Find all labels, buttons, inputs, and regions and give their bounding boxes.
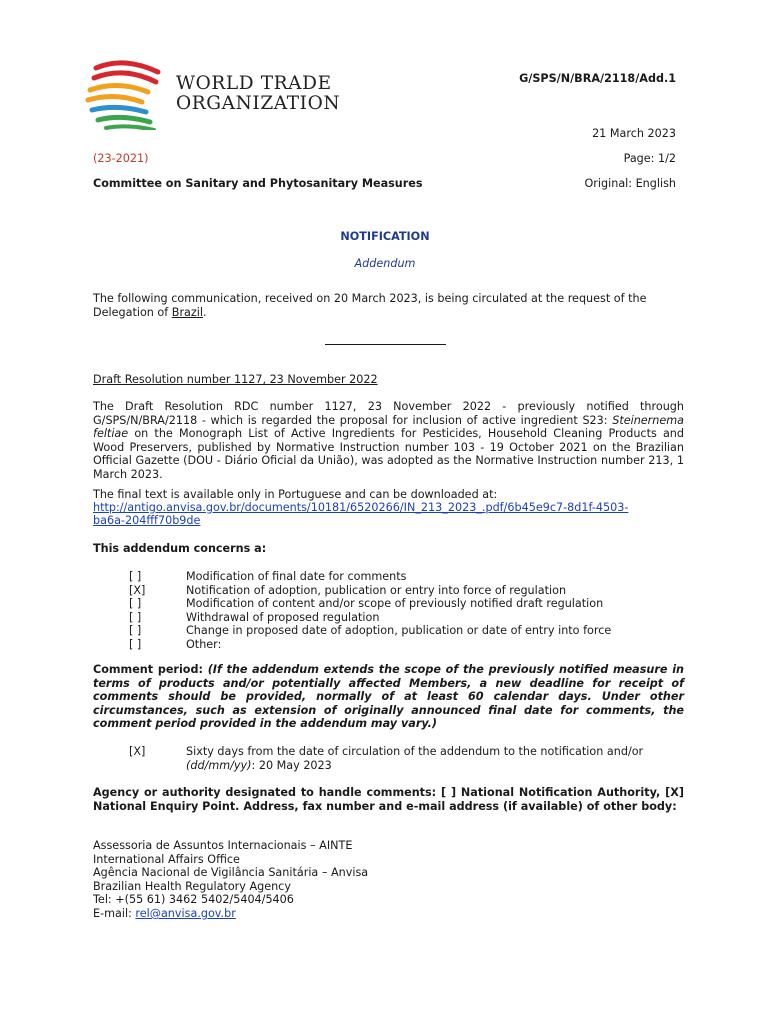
intro-paragraph xyxy=(93,292,677,319)
org-name-line1: WORLD TRADE xyxy=(176,73,332,94)
document-number: (23-2021) xyxy=(93,152,149,165)
concerns-heading: This addendum concerns a: xyxy=(93,542,267,555)
regulation-title: Draft Resolution number 1127, 23 November 2022 xyxy=(93,373,378,386)
comment-period xyxy=(93,663,684,731)
checkbox: [ ] xyxy=(129,597,142,610)
address-line: International Affairs Office xyxy=(93,852,240,866)
checkbox: [X] xyxy=(129,583,146,597)
description-text: The Draft Resolution RDC number 1127, 23 November 2022 - previously notified through G/SPS/N/BRA/2118 - which is regarded the proposal for inclusion of active ingredient S23: xyxy=(93,400,684,427)
document-date: 21 March 2023 xyxy=(592,127,676,140)
list-item-label: Modification of final date for comments xyxy=(186,570,407,583)
phone-line: Tel: +(55 61) 3462 5402/5404/5406 xyxy=(93,893,294,907)
notification-heading: NOTIFICATION xyxy=(340,230,430,243)
agency-heading: Agency or authority designated to handle comments: [ ] National Notification Authority, [X] National Enquiry Point. Address, fax number and e-mail address (if available) of other body: xyxy=(93,786,684,813)
section-divider xyxy=(325,344,446,345)
agency-address xyxy=(93,839,368,921)
document-symbol: G/SPS/N/BRA/2118/Add.1 xyxy=(519,72,676,85)
regulation-description xyxy=(93,400,684,482)
concerns-list xyxy=(129,570,689,654)
list-item-label: Notification of adoption, publication or entry into force of regulation xyxy=(186,583,567,597)
comment-deadline: : 20 May 2023 xyxy=(251,758,332,772)
country-name: Brazil xyxy=(171,305,204,319)
addendum-subheading: Addendum xyxy=(354,257,416,270)
checkbox: [ ] xyxy=(129,637,142,651)
committee-name: Committee on Sanitary and Phytosanitary Measures xyxy=(93,177,423,190)
list-item-label: Change in proposed date of adoption, publication or date of entry into force xyxy=(186,624,612,637)
checkbox: [ ] xyxy=(129,570,142,583)
address-line: Assessoria de Assuntos Internacionais – AINTE xyxy=(93,839,353,852)
description-text-cont: on the Monograph List of Active Ingredients for Pesticides, Household Cleaning Products and Wood Preservers, published by Normative Instruction number 103 - 19 October 2021 on the Brazilian Official Gazette (DOU - Diário Oficial da União), was adopted as the Normative Instruction number 213, 1 March 2023. xyxy=(93,427,684,481)
comment-period-text: (If the addendum extends the scope of the previously notified measure in terms of products and/or potentially affected Members, a new deadline for receipt of comments should be provided, normally of at least 60 calendar days. Under other circumstances, such as extension of originally announced final date for comments, the comment period provided in the addendum may vary.) xyxy=(93,663,684,731)
checkbox: [ ] xyxy=(129,624,142,637)
checkbox: [ ] xyxy=(129,610,142,624)
comment-period-checkbox: [X] xyxy=(129,745,146,758)
email-label: E-mail: xyxy=(93,906,136,920)
wto-logo-mark xyxy=(84,58,166,130)
address-line: Brazilian Health Regulatory Agency xyxy=(93,879,291,893)
list-item-label: Withdrawal of proposed regulation xyxy=(186,610,380,624)
page-indicator: Page: 1/2 xyxy=(623,152,676,165)
comment-period-option xyxy=(186,745,684,772)
original-language: Original: English xyxy=(584,177,676,190)
org-name-line2: ORGANIZATION xyxy=(176,93,341,114)
comment-period-option-text: Sixty days from the date of circulation of the addendum to the notification and/or xyxy=(186,745,644,758)
email-link[interactable]: rel@anvisa.gov.br xyxy=(135,906,236,920)
email-line xyxy=(93,907,368,921)
intro-text-end: . xyxy=(203,305,207,319)
intro-text: The following communication, received on 20 March 2023, is being circulated at the request of the Delegation of xyxy=(93,292,647,319)
species-name: Steinernema feltiae xyxy=(93,413,684,441)
date-format: (dd/mm/yy) xyxy=(186,758,252,772)
comment-period-label: Comment period: xyxy=(93,663,208,676)
address-line: Agência Nacional de Vigilância Sanitária – Anvisa xyxy=(93,866,369,880)
document-link-cont[interactable]: ba6a-204fff70b9de xyxy=(93,514,201,527)
document-link[interactable]: http://antigo.anvisa.gov.br/documents/10181/6520266/IN_213_2023_.pdf/6b45e9c7-8d1f-4503- xyxy=(93,501,629,514)
wto-logo xyxy=(84,58,341,128)
list-item-label: Modification of content and/or scope of previously notified draft regulation xyxy=(186,597,604,610)
availability-text: The final text is available only in Portuguese and can be downloaded at: xyxy=(93,488,498,501)
list-item-label: Other: xyxy=(186,637,222,651)
